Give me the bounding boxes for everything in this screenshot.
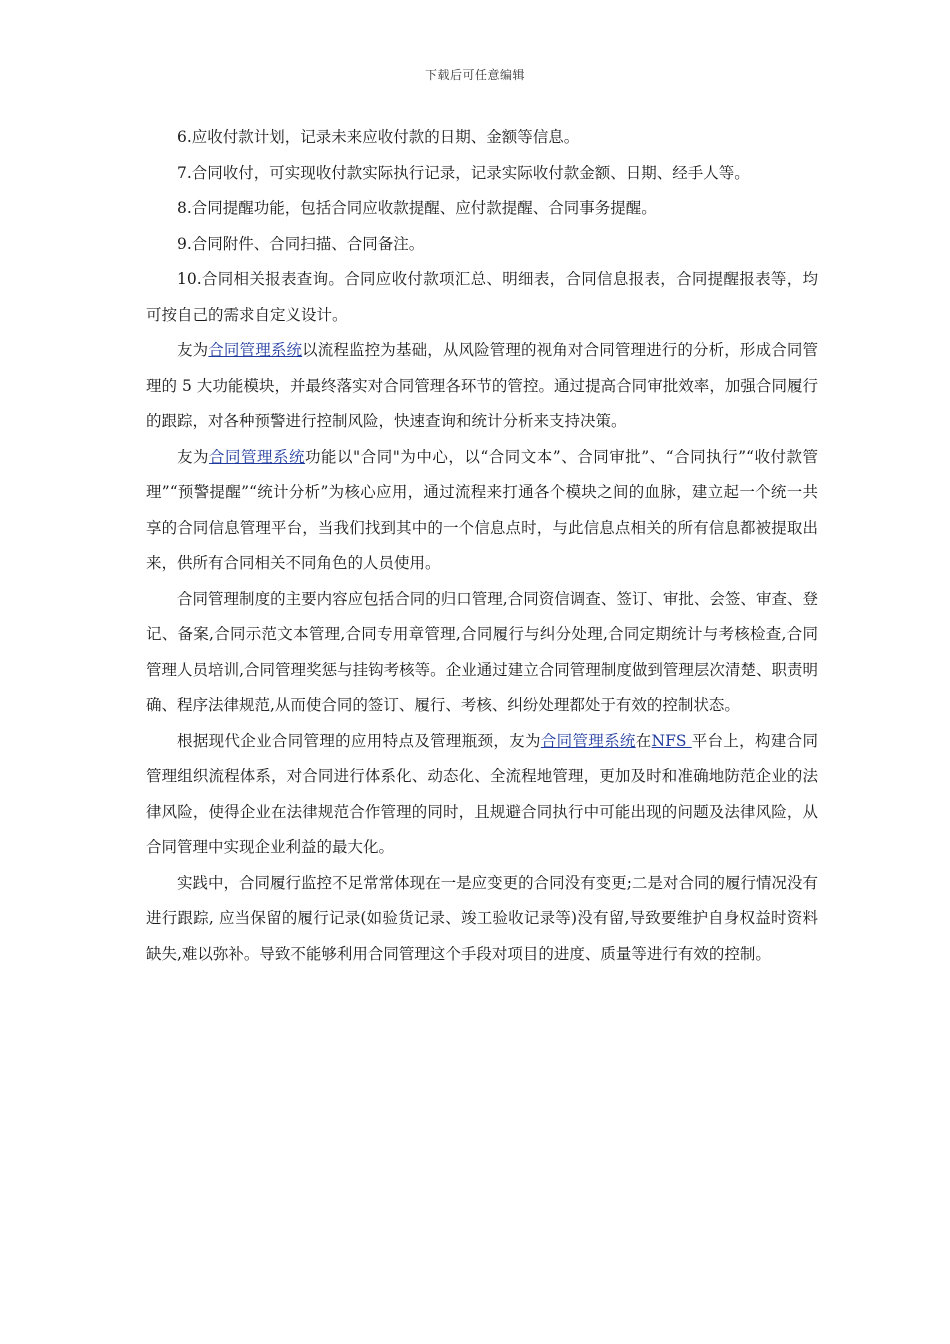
paragraph-text: 友为 [177, 447, 210, 466]
contract-system-link[interactable]: 合同管理系统 [540, 731, 636, 750]
paragraph-report-query: 10.合同相关报表查询。合同应收付款项汇总、明细表，合同信息报表，合同提醒报表等，均可按自己的需求自定义设计。 [146, 270, 818, 324]
nfs-link[interactable]: NFS [651, 731, 692, 750]
paragraph-text: 在 [635, 731, 652, 750]
paragraph-core-applications [146, 440, 818, 582]
contract-system-link[interactable]: 合同管理系统 [208, 341, 303, 359]
paragraph-monitoring-issues: 实践中，合同履行监控不足常常体现在一是应变更的合同没有变更;二是对合同的履行情况没有进行跟踪, 应当保留的履行记录(如验货记录、竣工验收记录等)没有留,导致要维护自身权益时资料缺失,难以弥补。导致不能够利用合同管理这个手段对项目的进度、质量等进行有效的控制。 [146, 873, 818, 963]
paragraph-reminder-function: 8.合同提醒功能，包括合同应收款提醒、应付款提醒、合同事务提醒。 [177, 199, 657, 217]
paragraph-contract-collection: 7.合同收付，可实现收付款实际执行记录，记录实际收付款金额、日期、经手人等。 [177, 163, 750, 182]
paragraph-text: 以流程监控为基础，从风险管理的视角对合同管理进行的分析，形成合同管理的 5 大功能模块，并最终落实对合同管理各环节的管控。通过提高合同审批效率，加强合同履行的跟踪，对各种预警进行控制风险，快速查询和统计分析来支持决策。 [146, 341, 818, 430]
paragraph-text: 功能以"合同"为中心，以“合同文本”、合同审批”、“合同执行”“收付款管理”“预警提醒”“统计分析”为核心应用，通过流程来打通各个模块之间的血脉，建立起一个统一共享的合同信息管理平台，当我们找到其中的一个信息点时，与此信息点相关的所有信息都被提取出来，供所有合同相关不同角色的人员使用。 [146, 447, 818, 572]
contract-system-link[interactable]: 合同管理系统 [209, 447, 306, 466]
paragraph-text: 根据现代企业合同管理的应用特点及管理瓶颈，友为 [177, 731, 541, 750]
paragraph-payment-plan: 6.应收付款计划，记录未来应收付款的日期、金额等信息。 [177, 128, 580, 146]
paragraph-management-rules: 合同管理制度的主要内容应包括合同的归口管理,合同资信调查、签订、审批、会签、审查、登记、备案,合同示范文本管理,合同专用章管理,合同履行与纠分处理,合同定期统计与考核检查,合同管理人员培训,合同管理奖惩与挂钩考核等。企业通过建立合同管理制度做到管理层次清楚、职责明确、程序法律规范,从而使合同的签订、履行、考核、纠纷处理都处于有效的控制状态。 [146, 589, 818, 714]
page-header: 下载后可任意编辑 [424, 68, 525, 82]
paragraph-nfs-platform [146, 724, 818, 866]
paragraph-text: 友为 [177, 341, 209, 359]
paragraph-attachments: 9.合同附件、合同扫描、合同备注。 [177, 234, 425, 253]
paragraph-risk-monitoring [146, 333, 818, 440]
document-body [146, 120, 818, 972]
paragraph-text: 平台上，构建合同管理组织流程体系，对合同进行体系化、动态化、全流程地管理，更加及时和准确地防范企业的法律风险，使得企业在法律规范合作管理的同时，且规避合同执行中可能出现的问题及法律风险，从合同管理中实现企业利益的最大化。 [146, 731, 818, 856]
